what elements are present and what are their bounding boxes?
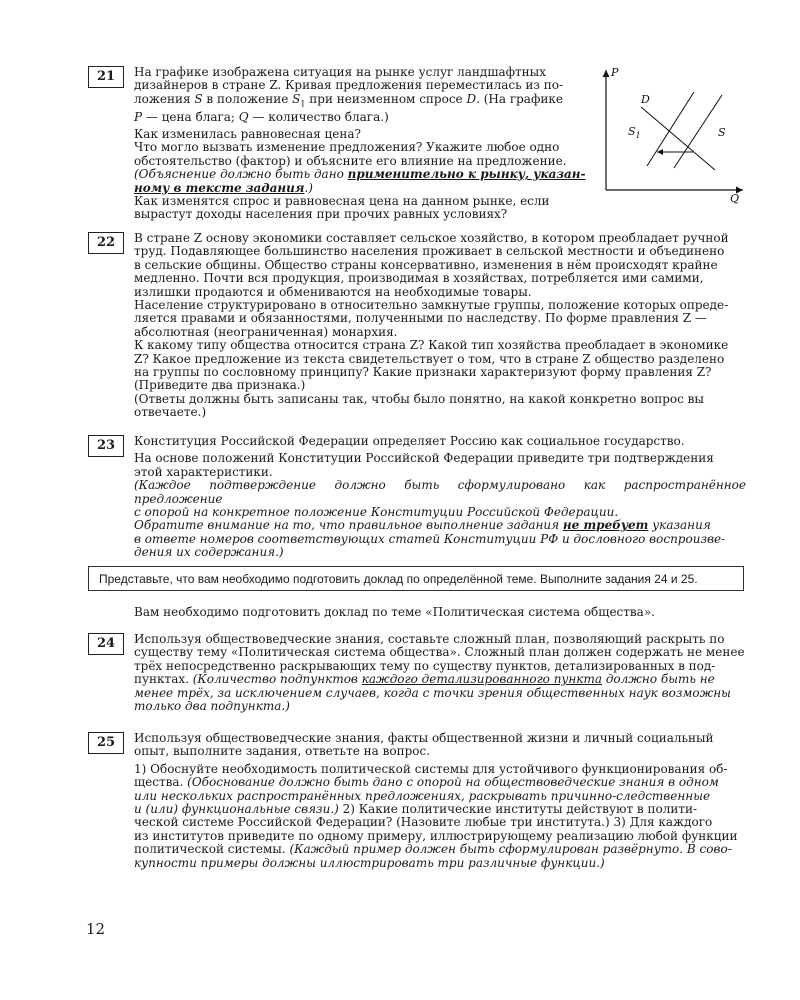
graph-label-s1: $S_1$ <box>628 125 641 140</box>
task-24-line: Используя обществоведческие знания, составьте сложный план, позволяющий раскрыть по <box>134 632 725 646</box>
task-24-line: существу тему «Политическая система общества». Сложный план должен содержать не менее <box>134 645 745 660</box>
task-24-line: трёх непосредственно раскрывающих тему по существу пунктов, детализированных в под- <box>134 658 716 673</box>
task-23-line: Конституция Российской Федерации определяет Россию как социальное государство. <box>134 434 685 448</box>
graph-label-p: P <box>611 66 619 79</box>
task-21-question: Как изменилась равновесная цена? <box>134 127 361 142</box>
task-21-question: вырастут доходы населения при прочих равных условиях? <box>134 207 508 222</box>
task-25-line: и (или) функциональные связи.) 2) Какие политические институты действуют в полити- <box>134 802 698 817</box>
task-21-note: ному в тексте задания.) <box>134 180 313 195</box>
task-22-line: излишки продаются и обмениваются на необходимые товары. <box>134 284 532 299</box>
task-25-line: из институтов приведите по одному примеру, иллюстрирующему реализацию любой функции <box>134 828 738 843</box>
task-23-note: (Каждое подтверждение должно быть сформулировано как распространённое предложение <box>134 478 746 506</box>
graph-label-q: Q <box>730 192 740 205</box>
task-22-text <box>134 232 746 420</box>
supply-demand-graph <box>595 64 750 209</box>
task-22-line: Население структурировано в относительно замкнутые группы, положение которых опреде- <box>134 298 729 313</box>
task-22-line: (Приведите два признака.) <box>134 378 306 393</box>
task-25-note: или нескольких распространённых предложениях, раскрывать причинно-следственные <box>134 788 711 803</box>
section-instruction-banner: Представьте, что вам необходимо подготовить доклад по определённой теме. Выполните задания 24 и 25. <box>88 566 744 591</box>
task-25-line: 1) Обоснуйте необходимость политической системы для устойчивого функционирования об- <box>134 761 728 776</box>
task-number-24: 24 <box>88 633 124 655</box>
task-21-note: (Объяснение должно быть дано применительно к рынку, указан- <box>134 167 586 182</box>
task-number-23: 23 <box>88 435 124 457</box>
task-22-line: отвечаете.) <box>134 405 207 420</box>
report-topic-intro: Вам необходимо подготовить доклад по теме «Политическая система общества». <box>134 605 655 619</box>
graph-supply-s1-line <box>647 92 694 166</box>
page-number: 12 <box>86 920 106 938</box>
task-21-question: Что могло вызвать изменение предложения? Укажите любое одно <box>134 140 560 155</box>
task-22-line: на группы по сословному принципу? Какие признаки характеризуют форму правления Z? <box>134 365 712 380</box>
task-22-line: ляется правами и обязанностями, полученными по наследству. По форме правления Z — <box>134 311 707 326</box>
task-25-line: ческой системе Российской Федерации? (Назовите любые три института.) 3) Для каждого <box>134 815 713 830</box>
task-23-note: в ответе номеров соответствующих статей Конституции РФ и дословного воспроизве- <box>134 531 726 546</box>
task-22-line: труд. Подавляющее большинство населения проживает в сельской местности и объединено <box>134 244 725 259</box>
task-22-line: медленно. Почти вся продукция, производимая в хозяйствах, потребляется ими самими, <box>134 271 704 286</box>
task-22-line: К какому типу общества относится страна Z? Какой тип хозяйства преобладает в экономике <box>134 338 729 353</box>
task-21-line: На графике изображена ситуация на рынке услуг ландшафтных <box>134 65 546 79</box>
task-22-line: В стране Z основу экономики составляет сельское хозяйство, в котором преобладает ручной <box>134 231 729 245</box>
task-23-line: этой характеристики. <box>134 464 273 479</box>
task-23-note: дения их содержания.) <box>134 545 284 560</box>
task-21-question: Как изменятся спрос и равновесная цена на данном рынке, если <box>134 194 550 209</box>
task-24-note: менее трёх, за исключением случаев, когда с точки зрения общественных наук возможны <box>134 685 731 700</box>
task-25-text <box>134 732 746 870</box>
task-number-21: 21 <box>88 66 124 88</box>
task-22-line: (Ответы должны быть записаны так, чтобы было понятно, на какой конкретно вопрос вы <box>134 391 704 406</box>
task-21-question: обстоятельство (фактор) и объясните его влияние на предложение. <box>134 153 567 168</box>
task-21-line: ложения S в положение $S_1$ при неизменном спросе D. (На графике <box>134 91 563 109</box>
task-23-text <box>134 435 746 560</box>
task-21-line: P — цена блага; Q — количество блага.) <box>134 109 389 124</box>
task-23-line: На основе положений Конституции Российской Федерации приведите три подтверждения <box>134 451 714 466</box>
task-25-line: политической системы. (Каждый пример должен быть сформулирован развёрнуто. В сово- <box>134 842 732 857</box>
task-25-note: купности примеры должны иллюстрировать три различные функции.) <box>134 855 605 870</box>
graph-supply-s-line <box>674 95 722 168</box>
task-25-line: щества. (Обоснование должно быть дано с опорой на обществоведческие знания в одном <box>134 775 719 790</box>
task-23-note: с опорой на конкретное положение Конституции Российской Федерации. <box>134 505 619 520</box>
graph-label-d: D <box>641 93 650 106</box>
task-22-line: Z? Какое предложение из текста свидетельствует о том, что в стране Z общество разделено <box>134 351 725 366</box>
task-22-line: в сельские общины. Общество страны консервативно, изменения в нём происходят крайне <box>134 257 718 272</box>
task-25-line: Используя обществоведческие знания, факты общественной жизни и личный социальный <box>134 731 714 745</box>
task-number-25: 25 <box>88 732 124 754</box>
task-24-note: только два подпункта.) <box>134 699 290 714</box>
task-24-text <box>134 633 746 713</box>
task-21-line: дизайнеров в стране Z. Кривая предложения переместилась из по- <box>134 78 564 93</box>
task-21-text <box>134 66 586 222</box>
task-22-line: абсолютная (неограниченная) монархия. <box>134 324 398 339</box>
task-number-22: 22 <box>88 232 124 254</box>
task-23-note: Обратите внимание на то, что правильное выполнение задания не требует указания <box>134 518 711 533</box>
task-25-line: опыт, выполните задания, ответьте на вопрос. <box>134 744 431 759</box>
task-24-line: пунктах. (Количество подпунктов каждого детализированного пункта должно быть не <box>134 672 715 687</box>
graph-label-s: S <box>718 126 726 139</box>
